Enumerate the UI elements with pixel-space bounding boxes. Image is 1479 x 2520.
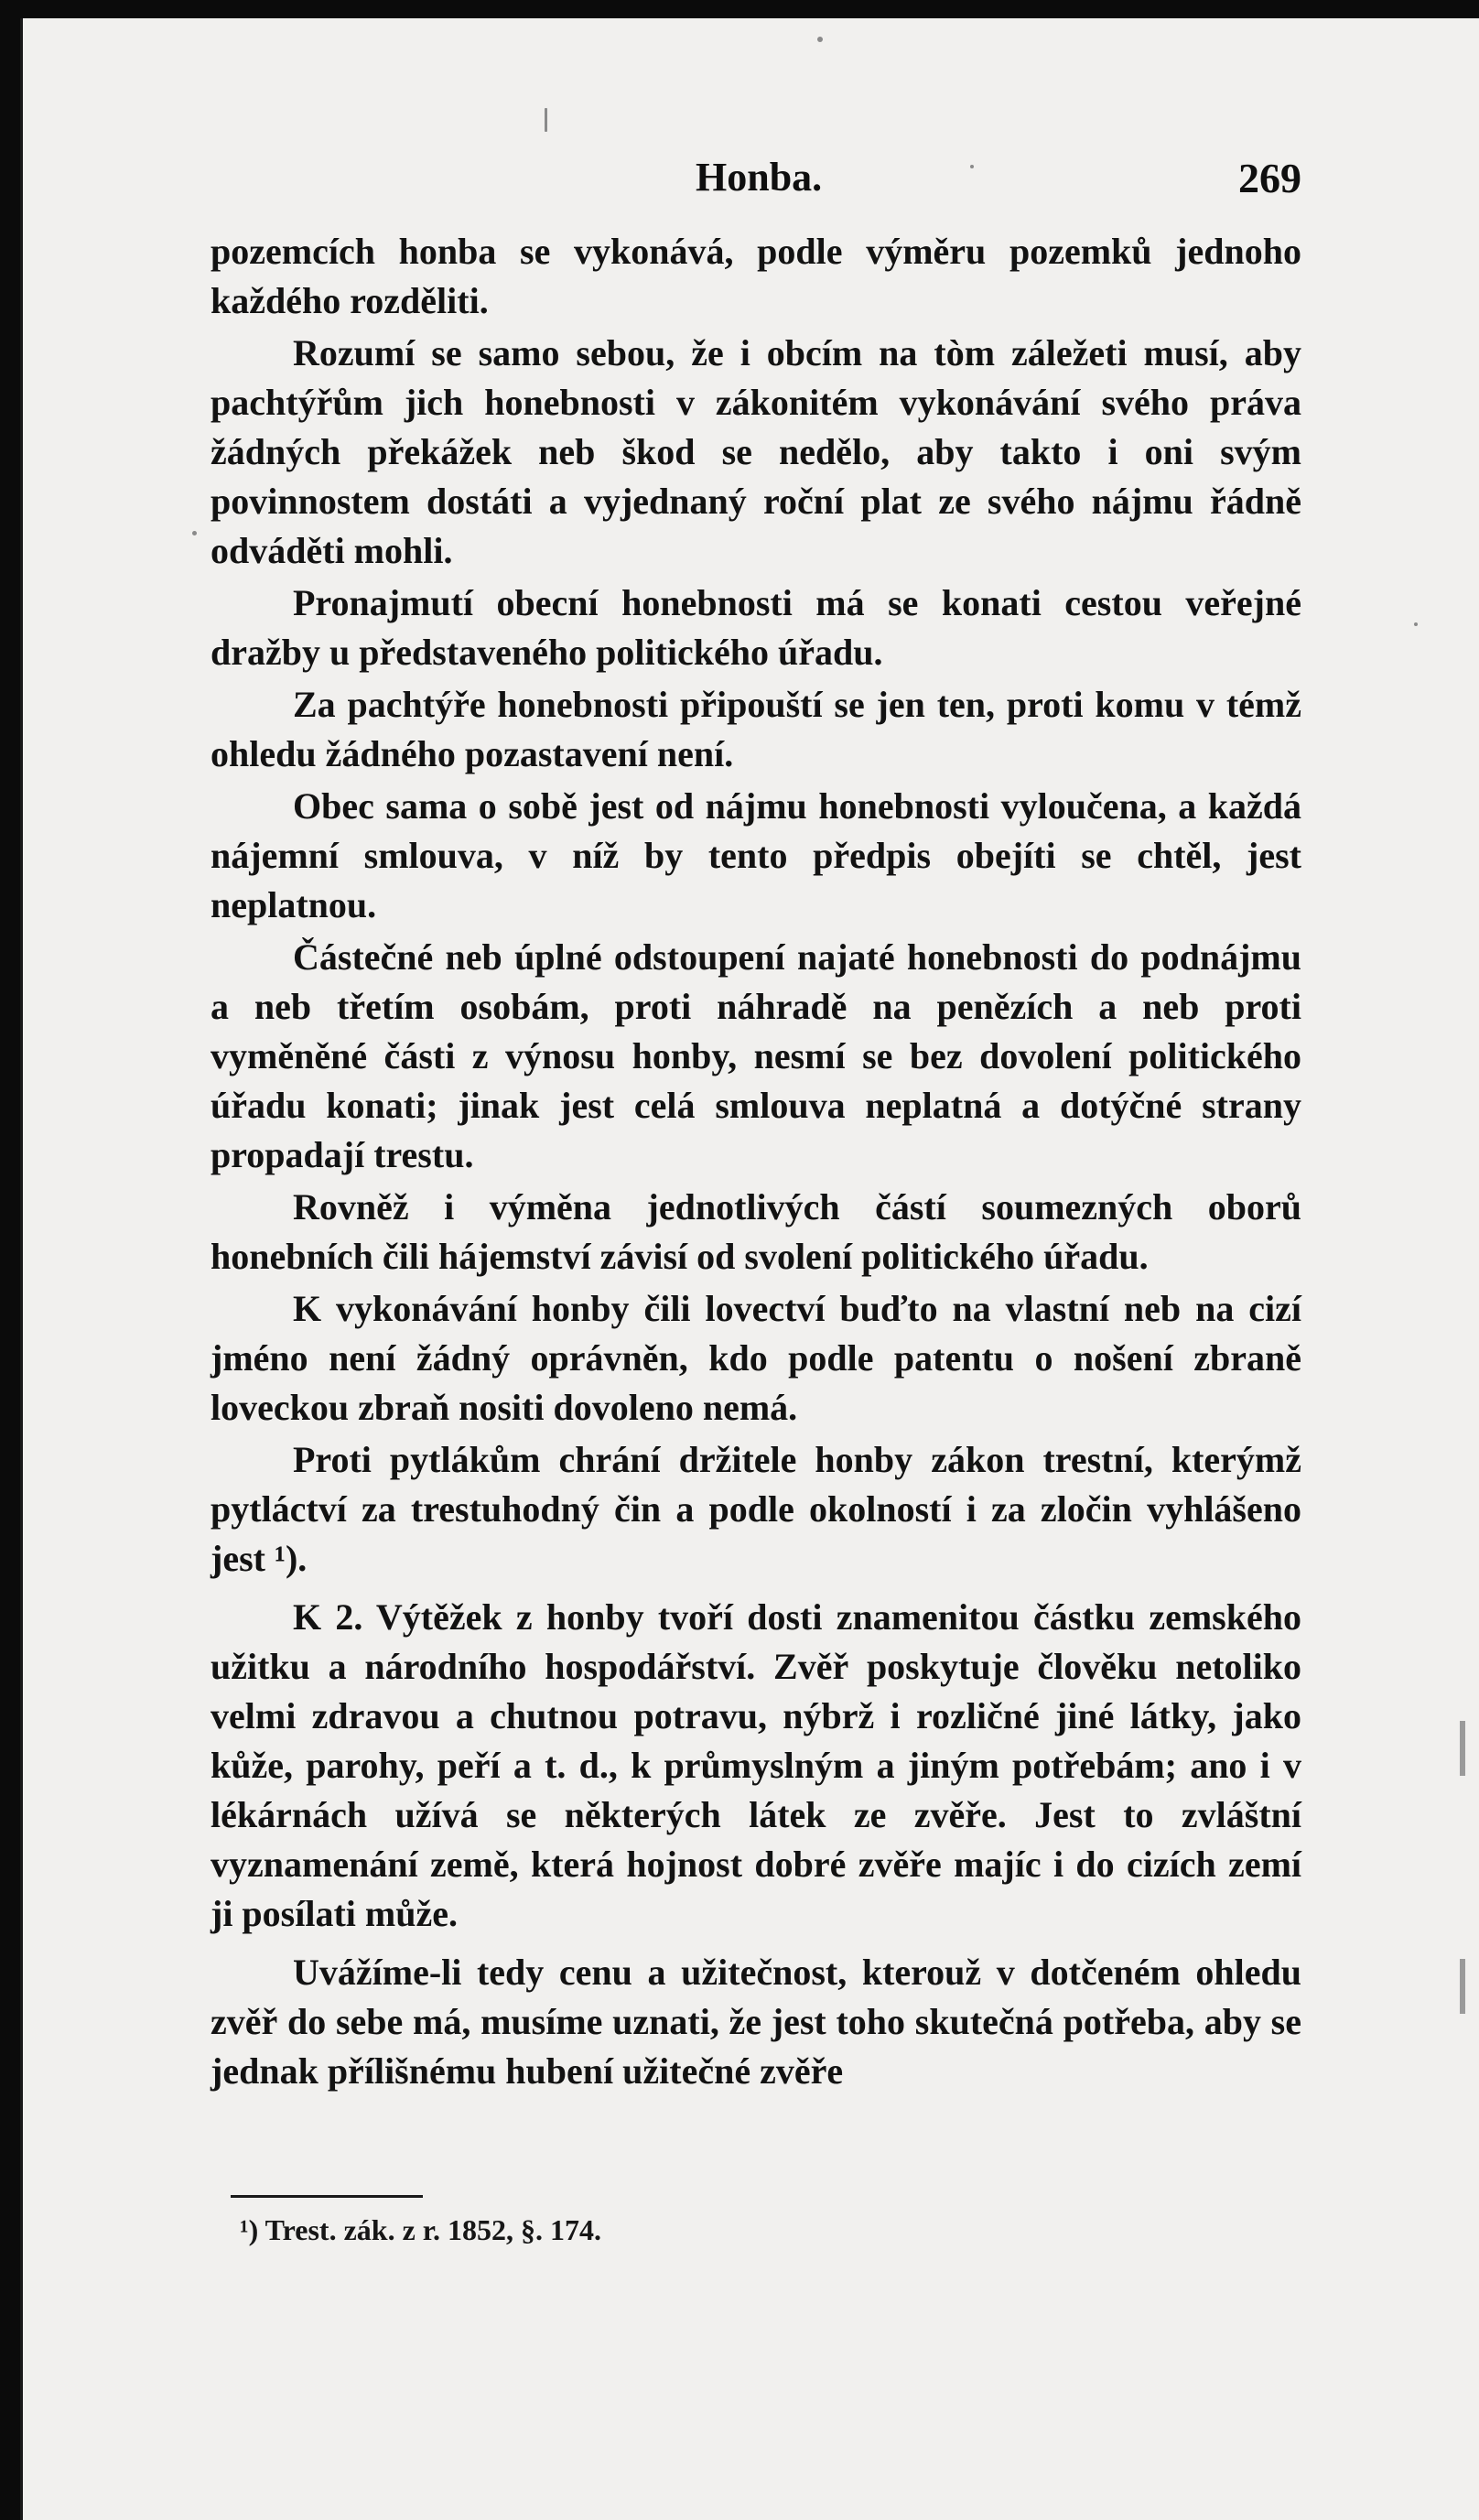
edge-shadow <box>1460 1721 1465 1776</box>
edge-shadow <box>1460 1959 1465 2014</box>
paragraph: K vykonávání honby čili lovectví buďto na vlastní neb na cizí jméno není žádný oprávněn, kdo podle patentu o nošení zbraně loveckou zbraň nositi dovoleno nemá. <box>211 1288 1301 1428</box>
paragraph: Rovněž i výměna jednotlivých částí soumezných oborů honebních čili hájemství závisí od svolení politického úřadu. <box>211 1186 1301 1277</box>
paragraph: Rozumí se samo sebou, že i obcím na tòm záležeti musí, aby pachtýřům jich honebnosti v zákonitém vykonávání svého práva žádných překážek neb škod se nedělo, aby takto i oni svým povinnostem dostáti a vyjednaný roční plat ze svého nájmu řádně odváděti mohli. <box>211 332 1301 571</box>
footnote <box>240 2213 601 2247</box>
margin-speck <box>817 37 823 42</box>
footnote-mark: ¹) <box>240 2213 259 2246</box>
paragraph: Obec sama o sobě jest od nájmu honebnosti vyloučena, a každá nájemní smlouva, v níž by tento předpis obejíti se chtěl, jest neplatnou. <box>211 785 1301 925</box>
margin-speck <box>192 531 197 535</box>
page-header <box>211 154 1301 209</box>
page-number: 269 <box>1238 155 1301 201</box>
margin-speck <box>545 108 547 132</box>
margin-speck <box>1414 622 1418 626</box>
paragraph: Částečné neb úplné odstoupení najaté honebnosti do podnájmu a neb třetím osobám, proti náhradě na penězích a neb proti vyměněné části z výnosu honby, nesmí se bez dovolení politického úřadu konati; jinak jest celá smlouva neplatná a dotýčné strany propadají trestu. <box>211 936 1301 1175</box>
running-head: Honba. <box>696 155 823 200</box>
footnote-text: Trest. zák. z r. 1852, §. 174. <box>264 2213 602 2246</box>
paragraph: Uvážíme-li tedy cenu a užitečnost, kterouž v dotčeném ohledu zvěř do sebe má, musíme uznati, že jest toho skutečná potřeba, aby se jednak přílišnému hubení užitečné zvěře <box>211 1952 1301 2092</box>
paragraph: pozemcích honba se vykonává, podle výměru pozemků jednoho každého rozděliti. <box>211 231 1301 321</box>
paragraph: Proti pytlákům chrání držitele honby zákon trestní, kterýmž pytláctví za trestuhodný čin a podle okolností i za zločin vyhlášeno jest ¹). <box>211 1439 1301 1579</box>
paragraph: K 2. Výtěžek z honby tvoří dosti znamenitou částku zemského užitku a národního hospodářství. Zvěř poskytuje člověku netoliko velmi zdravou a chutnou potravu, nýbrž i rozličné jiné látky, jako kůže, parohy, peří a t. d., k průmyslným a jiným potřebám; ano i v lékárnách užívá se některých látek ze zvěře. Jest to zvláštní vyznamenání země, která hojnost dobré zvěře majíc i do cizích zemí ji posílati může. <box>211 1596 1301 1934</box>
body-text <box>211 227 1301 2099</box>
paragraph: Pronajmutí obecní honebnosti má se konati cestou veřejné dražby u představeného politického úřadu. <box>211 582 1301 673</box>
footnote-rule <box>231 2195 423 2198</box>
paragraph: Za pachtýře honebnosti připouští se jen ten, proti komu v témž ohledu žádného pozastavení není. <box>211 684 1301 774</box>
